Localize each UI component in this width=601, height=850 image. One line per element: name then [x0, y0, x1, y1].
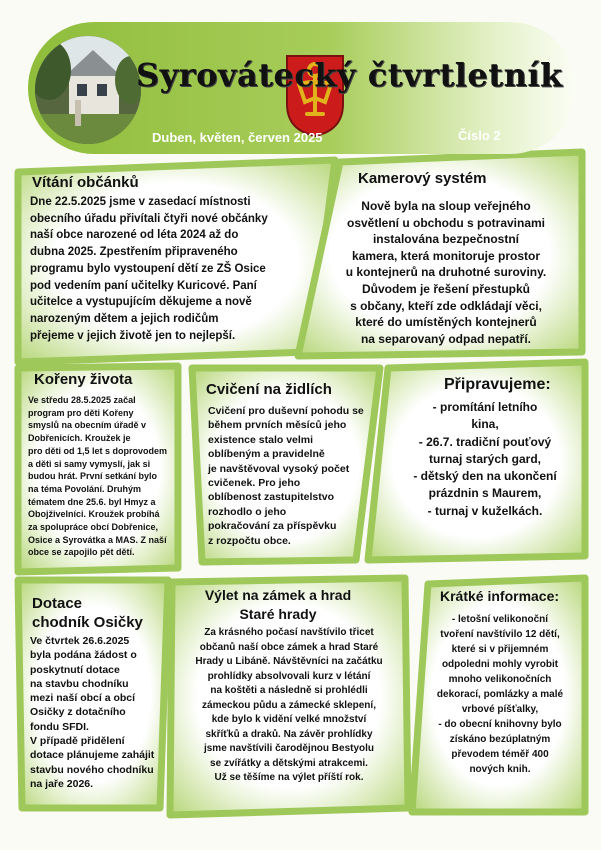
- article-title: Vítání občánků: [32, 174, 139, 191]
- article-title: Cvičení na židlích: [206, 381, 332, 398]
- article-body: - letošní velikonoční tvoření navštívilo 12 dětí, které si v přijemném odpoledni mohly vyrobit mnoho velikonočních dekorací, pomlázky a malé vrbové píšťalky, - do obecní knihovny bylo získáno bezúplatným převodem téměř 400 nových knih.: [436, 614, 564, 775]
- article-title: Připravujeme:: [444, 376, 551, 393]
- article-body: Ve čtvrtek 26.6.2025 byla podána žádost o poskytnutí dotace na stavbu chodníku mezi naší obcí a obcí Osičky z dotačního fondu SFDI. V případě přidělení dotace plánujeme zahájit stavbu nového chodníku na jaře 2026.: [30, 635, 155, 790]
- article-title: Kamerový systém: [358, 170, 487, 187]
- village-photo: [35, 36, 141, 144]
- article-title: Krátké informace:: [440, 588, 560, 604]
- article-body: Nově byla na sloup veřejného osvětlení u obchodu s potravinami instalována bezpečnostní kamera, která monitoruje prostor u kontejnerů na druhotné suroviny. Důvodem je řešení přestupků s občany, kteří zde odkládají věci, které do umístěných kontejnerů na separovaný odpad nepatří.: [345, 199, 547, 346]
- article-title: Výlet na zámek a hrad Staré hrady: [204, 587, 352, 622]
- issue-number: Číslo 2: [458, 128, 501, 143]
- article-body: - promítání letního kina, - 26.7. tradiční pouťový turnaj starých gard, - dětský den na ukončení prázdnin s Maurem, - turnaj v kuželkách.: [413, 400, 557, 518]
- issue-date: Duben, květen, červen 2025: [152, 130, 323, 145]
- article-body: Cvičení pro duševní pohodu se během prvních měsíců jeho existence stalo velmi oblíbeným a pravidelně je navštěvoval vysoký počet cvičenek. Pro jeho oblíbenost zastupitelstvo rozhodlo o jeho pokračování za příspěvku z rozpočtu obce.: [208, 405, 364, 547]
- article-body: Za krásného počasí navštívilo třicet občanů naší obce zámek a hrad Staré Hrady u Libáně. Návštěvníci na začátku prohlídky absolvovali kurz v létání na koštěti a následně si prohlédli zámeckou půdu a zámecké sklepení, kde bylo k vidění velké množství skříťků a draků. Na závěr prohlídky jsme navštívili čarodějnou Bestyolu se zvířátky a dětskými atrakcemi. Už se těšíme na výlet příští rok.: [195, 627, 383, 783]
- newsletter-title: Syrovátecký čtvrtletník: [136, 56, 563, 94]
- article-body: Dne 22.5.2025 jsme v zasedací místnosti obecního úřadu přivítali čtyři nové občánky naší obce narozené od léta 2024 až do dubna 2025. Zpestřením připraveného programu bylo vystoupení dětí ze ZŠ Osice pod vedením paní učitelky Kuricové. Paní učitelce a vystupujícím děkujeme a nově narozeným dětem a jejich rodičům přejeme v jejich životě jen to nejlepší.: [30, 196, 268, 342]
- article-title: Kořeny života: [34, 371, 133, 388]
- article-title: Dotace chodník Osičky: [32, 595, 143, 631]
- article-body: Ve středu 28.5.2025 začal program pro děti Kořeny smyslů na obecním úřadě v Dobřenicích. Kroužek je pro děti od 1,5 let s doprovodem a děti si samy vymyslí, jak si budou hrát. První setkání bylo na téma Povolání. Druhým tématem dne 25.6. byl Hmyz a Obojživelníci. Kroužek probíhá za spolupráce obcí Dobřenice, Osice a Syrovátka a MAS. Z naší obce se zapojilo pět dětí.: [28, 395, 168, 558]
